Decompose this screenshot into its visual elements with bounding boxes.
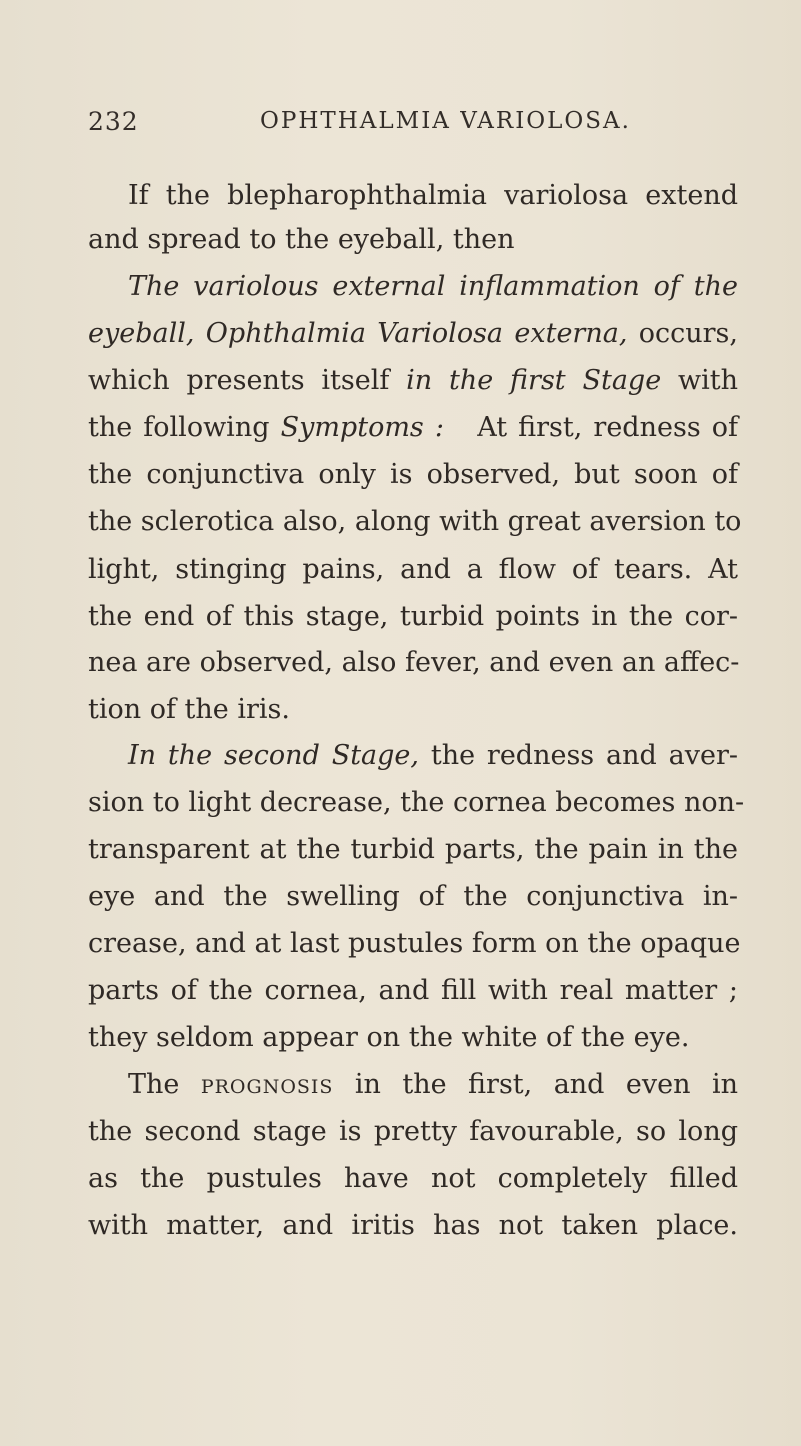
text-span: the sclerotica also, along with great aversion to: [88, 506, 742, 537]
text-span: At first, redness of: [477, 412, 738, 443]
text-line: [88, 781, 745, 825]
text-span: the redness and aver-: [419, 740, 738, 771]
text-line: [88, 218, 738, 262]
text-span: occurs,: [627, 318, 738, 349]
text-line: [88, 548, 738, 592]
italic-span: The variolous external inflammation: [128, 271, 640, 302]
text-line: [88, 828, 738, 872]
text-line: [88, 641, 738, 685]
text-span: the second stage is pretty favourable, so long: [88, 1116, 738, 1147]
text-span: sion to light decrease, the cornea becomes non-: [88, 787, 745, 818]
text-span: they seldom appear on the white of the eye.: [88, 1022, 690, 1053]
text-span: tion of the iris.: [88, 694, 290, 725]
running-head: OPHTHALMIA VARIOLOSA.: [260, 108, 631, 134]
text-line: [88, 359, 738, 403]
text-span: transparent at the turbid parts, the pain in the: [88, 834, 738, 865]
text-span: with: [661, 365, 738, 396]
text-line: [88, 312, 738, 356]
text-line: [88, 500, 742, 544]
text-span: light, stinging pains, and a flow of tears. At: [88, 554, 738, 585]
italic-span: the: [693, 271, 738, 302]
small-caps-span: prognosis: [200, 1069, 334, 1100]
text-line: [88, 875, 738, 919]
text-line: [128, 265, 738, 309]
text-line: [88, 453, 738, 497]
text-span: the following: [88, 412, 281, 443]
page-header: [88, 107, 738, 147]
text-span: and spread to the eyeball, then: [88, 224, 515, 255]
text-line: [88, 922, 741, 966]
text-span: with matter, and iritis has not taken place.: [88, 1210, 738, 1241]
text-span: crease, and at last pustules form on the opaque: [88, 928, 741, 959]
text-span: parts of the cornea, and fill with real matter ;: [88, 975, 738, 1006]
text-span: eye and the swelling of the conjunctiva in-: [88, 881, 738, 912]
text-line: [88, 1016, 738, 1060]
italic-span: In the second Stage,: [128, 740, 419, 771]
text-line: [128, 1063, 738, 1107]
text-span: nea are observed, also fever, and even an affec-: [88, 647, 740, 678]
text-span: in the first, and even in: [333, 1069, 738, 1100]
text-span: The: [128, 1069, 201, 1100]
text-line: [88, 595, 738, 639]
page-number: 232: [88, 107, 139, 136]
italic-span: in the first Stage: [406, 365, 662, 396]
text-line: [88, 1157, 738, 1201]
text-span: as the pustules have not completely filled: [88, 1163, 738, 1194]
italic-span: Symptoms :: [280, 412, 444, 443]
text-line: [128, 734, 738, 778]
text-span: the end of this stage, turbid points in the cor-: [88, 601, 738, 632]
text-line: [128, 174, 738, 218]
text-line: [88, 969, 738, 1013]
text-span: If the blepharophthalmia variolosa extend: [128, 180, 738, 211]
text-span: which presents itself: [88, 365, 407, 396]
text-span: the conjunctiva only is observed, but soon of: [88, 459, 738, 490]
italic-span: of: [653, 271, 680, 302]
text-line: [88, 1110, 738, 1154]
text-line: [88, 1204, 738, 1248]
italic-span: eyeball, Ophthalmia Variolosa externa,: [88, 318, 628, 349]
text-line: [88, 406, 738, 450]
text-line: [88, 688, 738, 732]
